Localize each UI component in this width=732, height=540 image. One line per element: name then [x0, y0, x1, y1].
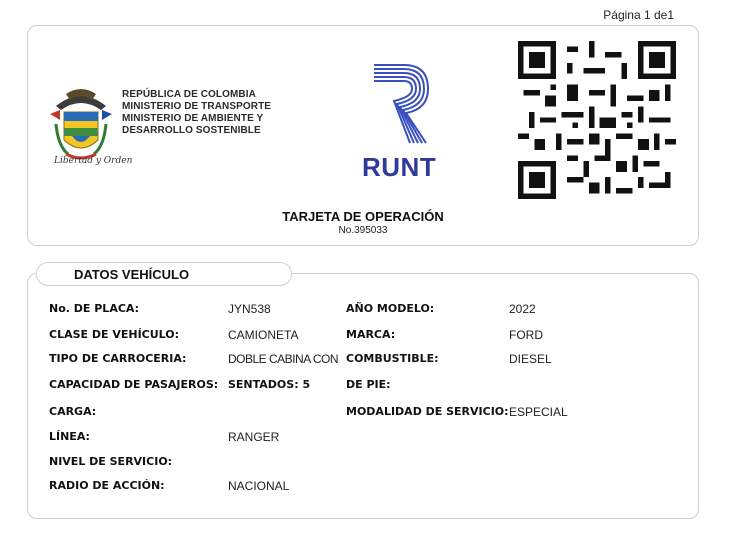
field-value: RANGER	[228, 430, 280, 444]
field-label: AÑO MODELO:	[346, 302, 435, 315]
gov-line: MINISTERIO DE AMBIENTE Y	[122, 113, 264, 124]
document-title: TARJETA DE OPERACIÓN	[282, 209, 444, 224]
field-label: COMBUSTIBLE:	[346, 352, 439, 365]
gov-line: MINISTERIO DE TRANSPORTE	[122, 101, 272, 112]
field-label: TIPO DE CARROCERIA:	[49, 352, 187, 365]
field-value: FORD	[509, 328, 543, 342]
government-heading	[122, 89, 271, 137]
field-value: DIESEL	[509, 352, 552, 366]
gov-line: DESARROLLO SOSTENIBLE	[122, 125, 261, 136]
field-value: NACIONAL	[228, 479, 290, 493]
field-label: DE PIE:	[346, 378, 391, 391]
field-label: MARCA:	[346, 328, 396, 341]
field-label: NIVEL DE SERVICIO:	[49, 455, 173, 468]
qr-code-icon	[518, 41, 676, 199]
field-value: 2022	[509, 302, 536, 316]
field-label: CARGA:	[49, 405, 97, 418]
section-title: DATOS VEHÍCULO	[74, 267, 190, 282]
header-card	[27, 25, 699, 246]
field-label: CLASE DE VEHÍCULO:	[49, 328, 180, 341]
field-value: ESPECIAL	[509, 405, 568, 419]
field-value: SENTADOS: 5	[228, 378, 311, 391]
runt-wordmark: RUNT	[362, 152, 437, 182]
runt-logo-icon	[366, 57, 436, 147]
field-value: CAMIONETA	[228, 328, 299, 342]
field-label: CAPACIDAD DE PASAJEROS:	[49, 378, 219, 391]
field-label: LÍNEA:	[49, 430, 90, 443]
field-label: MODALIDAD DE SERVICIO:	[346, 405, 509, 418]
document-number: No.395033	[338, 225, 388, 236]
page-number: Página 1 de1	[603, 8, 674, 22]
field-label: No. DE PLACA:	[49, 302, 140, 315]
motto-text: Libertad y Orden	[54, 156, 133, 166]
gov-line: REPÚBLICA DE COLOMBIA	[122, 89, 256, 100]
field-value: JYN538	[228, 302, 271, 316]
field-label: RADIO DE ACCIÓN:	[49, 479, 165, 492]
field-value: DOBLE CABINA CON	[228, 352, 339, 366]
